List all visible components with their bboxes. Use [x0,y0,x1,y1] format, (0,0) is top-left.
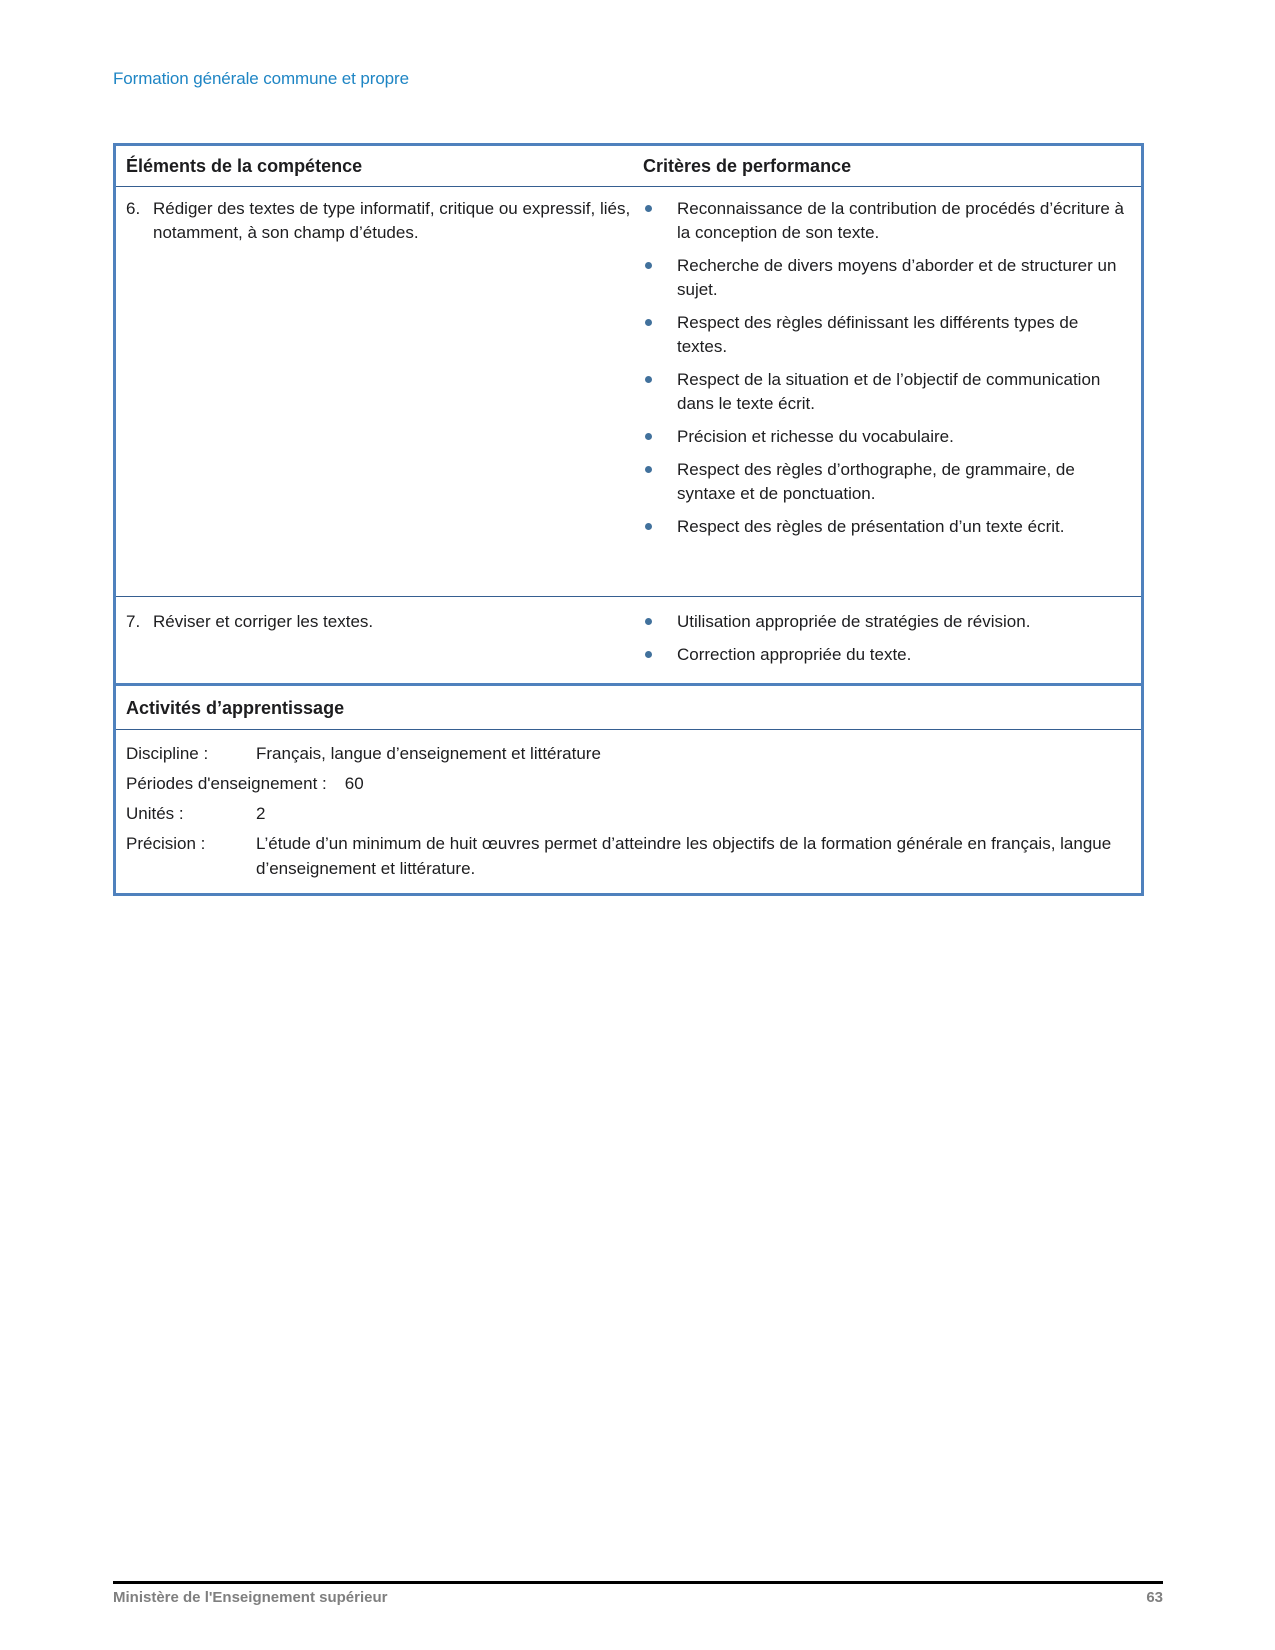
criteria-list [643,610,1133,667]
field-value: L’étude d’un minimum de huit œuvres permet d’atteindre les objectifs de la formation générale en français, langue d’enseignement et littérature. [256,834,1112,878]
criteria-bullet: Reconnaissance de la contribution de procédés d’écriture à la conception de son texte. [643,197,1133,245]
criteria-cell [643,610,1141,676]
criteria-bullet: Respect des règles définissant les différents types de textes. [643,311,1133,359]
competency-table-header-row [116,146,1141,187]
competency-table [113,143,1144,687]
field-label: Précision : [126,834,206,853]
field-value: 2 [256,804,266,823]
footer-ministry: Ministère de l'Enseignement supérieur [113,1589,388,1606]
element-item [126,610,643,634]
activities-table [113,683,1144,896]
running-header: Formation générale commune et propre [113,69,409,88]
activities-table-title: Activités d’apprentissage [116,686,1141,730]
field-label: Périodes d'enseignement : [126,774,327,793]
element-number: 6. [126,199,141,218]
page-footer [113,1589,1163,1606]
criteria-bullet: Respect de la situation et de l’objectif de communication dans le texte écrit. [643,368,1133,416]
element-cell [116,610,643,676]
element-cell [116,197,643,588]
field-row-discipline [126,741,1131,766]
table-row [116,597,1141,684]
field-row-unites [126,801,1131,826]
field-value: 60 [344,774,364,793]
table-row [116,187,1141,597]
element-number: 7. [126,612,141,631]
activities-table-body [116,730,1141,893]
column-header-elements: Éléments de la compétence [126,156,363,176]
criteria-bullet: Utilisation appropriée de stratégies de révision. [643,610,1133,634]
column-header-criteria: Critères de performance [643,156,852,176]
field-row-precision [126,831,1131,881]
criteria-bullet: Correction appropriée du texte. [643,643,1133,667]
criteria-bullet: Respect des règles d’orthographe, de grammaire, de syntaxe et de ponctuation. [643,458,1133,506]
field-label: Discipline : [126,744,209,763]
criteria-bullet: Précision et richesse du vocabulaire. [643,425,1133,449]
field-label: Unités : [126,804,184,823]
criteria-cell [643,197,1141,588]
field-row-periodes [126,771,1131,796]
element-item [126,197,643,245]
criteria-bullet: Respect des règles de présentation d’un texte écrit. [643,515,1133,539]
criteria-list [643,197,1133,539]
element-text: Réviser et corriger les textes. [153,612,374,631]
criteria-bullet: Recherche de divers moyens d’aborder et de structurer un sujet. [643,254,1133,302]
field-value: Français, langue d’enseignement et littérature [256,744,601,763]
footer-page-number: 63 [1146,1589,1163,1606]
element-text: Rédiger des textes de type informatif, critique ou expressif, liés, notamment, à son champ d’études. [153,199,631,242]
footer-rule [113,1581,1163,1584]
